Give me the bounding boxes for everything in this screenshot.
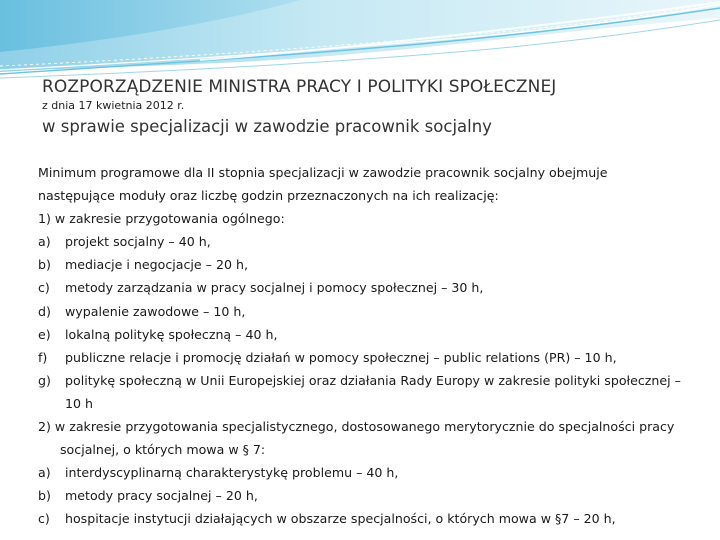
list-item-label: g) (38, 372, 51, 388)
list-item-text: metody zarządzania w pracy socjalnej i pomocy społecznej – 30 h, (65, 280, 484, 296)
list-item-label: e) (38, 326, 51, 342)
section-heading: 2) w zakresie przygotowania specjalistycznego, dostosowanego merytorycznie do specjalności pracy (38, 419, 675, 435)
list-item (38, 300, 704, 323)
list-item-label: c) (38, 511, 50, 527)
list-item-text (65, 369, 704, 415)
document-body (38, 161, 704, 531)
list-item-label: a) (38, 465, 51, 481)
list-item-label: f) (38, 349, 48, 365)
list-item-text: mediacje i negocjacje – 20 h, (65, 257, 248, 273)
list-item (38, 461, 704, 484)
list-item-text: hospitacje instytucji działających w obszarze specjalności, o których mowa w §7 – 20 h, (65, 511, 616, 527)
list-item-label: b) (38, 488, 51, 504)
list-item-text: lokalną politykę społeczną – 40 h, (65, 326, 278, 342)
list-item (38, 253, 704, 276)
list-item (38, 276, 704, 299)
list-item-text: interdyscyplinarną charakterystykę problemu – 40 h, (65, 465, 399, 481)
list-item-text: wypalenie zawodowe – 10 h, (65, 303, 246, 319)
list-item (38, 484, 704, 507)
regulation-subtitle: w sprawie specjalizacji w zawodzie pracownik socjalny (42, 117, 492, 136)
intro-line: następujące moduły oraz liczbę godzin przeznaczonych na ich realizację: (38, 188, 499, 204)
section-heading: 1) w zakresie przygotowania ogólnego: (38, 211, 285, 227)
intro-line: Minimum programowe dla II stopnia specjalizacji w zawodzie pracownik socjalny obejmuje (38, 165, 608, 180)
list-item (38, 507, 704, 530)
list-item-text-continuation: 10 h (65, 395, 94, 411)
list-item (38, 323, 704, 346)
list-item-text: publiczne relacje i promocję działań w pomocy społecznej – public relations (PR) – 10 h, (65, 349, 617, 365)
list-item-label: d) (38, 303, 51, 319)
regulation-date: z dnia 17 kwietnia 2012 r. (42, 99, 185, 112)
list-item-label: b) (38, 257, 51, 273)
list-item-text: projekt socjalny – 40 h, (65, 234, 211, 250)
list-item (38, 369, 704, 415)
section-heading-continuation: socjalnej, o których mowa w § 7: (60, 442, 266, 458)
decorative-wave-banner (0, 0, 720, 80)
list-item-label: a) (38, 234, 51, 250)
regulation-title: ROZPORZĄDZENIE MINISTRA PRACY I POLITYKI SPOŁECZNEJ (42, 77, 557, 97)
list-item-label: c) (38, 280, 50, 296)
list-item-text: metody pracy socjalnej – 20 h, (65, 488, 258, 504)
list-item-text-line: politykę społeczną w Unii Europejskiej oraz działania Rady Europy w zakresie polityki społecznej – (65, 372, 681, 388)
list-item (38, 230, 704, 253)
list-item (38, 346, 704, 369)
